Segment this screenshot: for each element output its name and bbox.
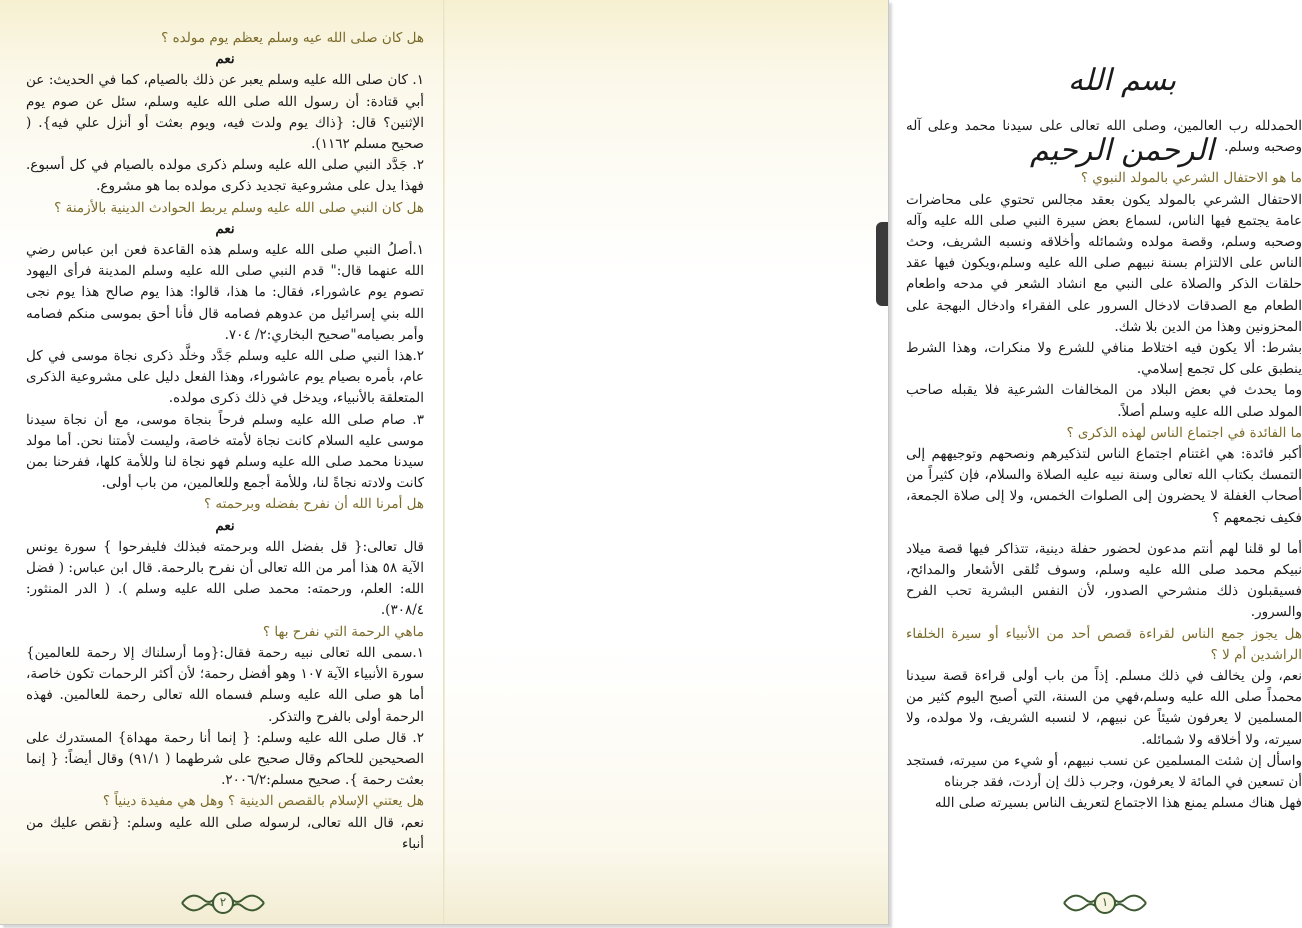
body-paragraph: بشرط: ألا يكون فيه اختلاط منافي للشرع ولا منكرات، وهذا الشرط ينطبق على كل تجمع إسلامي. [906, 340, 1302, 378]
body-paragraph: ٢. جَدَّد النبي صلى الله عليه وسلم ذكرى مولده بالصيام في كل أسبوع. فهذا يدل على مشروعية تجديد ذكرى مولده بما هو مشروع. [26, 157, 424, 195]
body-paragraph: ٢. قال صلى الله عليه وسلم: { إنما أنا رحمة مهداة} المستدرك على الصحيحين للحاكم وقال صحيح على شرطهما ( ٩١/١) وقال أيضاً: { إنما بعثت رحمة }. صحيح مسلم:٢٠٠٦/٢. [26, 729, 424, 789]
paragraph-gap [906, 529, 1302, 539]
paragraph-gap [906, 158, 1302, 168]
right-page-text [906, 116, 1302, 815]
body-paragraph: الاحتفال الشرعي بالمولد يكون بعقد مجالس تحتوي على محاضرات عامة يجتمع فيها الناس، لسماع بعض سيرة النبي صلى الله عليه وآله وصحبه وسلم، وقصة مولده وشمائله وأخلاقه ونسبه الشريف، وحث الناس على الالتزام بسنة نبيهم صلى الله عليه وسلم،ويكون فيها عقد حلقات الذكر والصلاة على النبي مع انشاد الشعر في مدحه واطعام الطعام مع الصدقات لادخال السرور على الفقراء وادخال البهجة على المحزونين وهذا من الدين بلا شك. [906, 191, 1302, 335]
question-heading: هل كان صلى الله عيه وسلم يعظم يوم مولده ؟ [161, 30, 424, 46]
question-heading: هل أمرنا الله أن نفرح بفضله وبرحمته ؟ [203, 496, 424, 513]
side-tab [876, 222, 888, 306]
body-paragraph: ٢.هذا النبي صلى الله عليه وسلم جَدَّد وخلَّد ذكرى نجاة موسى في كل عام، بأمره بصيام يوم عاشوراء، وهذا الفعل دليل على مشروعية الذكرى المتعلقة بالأنبياء، ويدخل في ذلك ذكرى مولده. [26, 348, 424, 407]
basmala-calligraphy: بسم الله الرحمن الرحيم [1030, 63, 1214, 168]
body-paragraph: قال تعالى:{ قل بفضل الله وبرحمته فبذلك فليفرحوا } سورة يونس الآية ٥٨ هذا أمر من الله تعالى أن نفرح بالرحمة. قال ابن عباس: ( فضل الله: العلم، ورحمته: محمد صلى الله عليه وسلم ). ( الدر المنثور: ٣٠٨/٤). [26, 538, 424, 619]
answer-word: نعم [215, 51, 235, 68]
body-paragraph: الحمدلله رب العالمين، وصلى الله تعالى على سيدنا محمد وعلى آله وصحبه وسلم. [906, 118, 1302, 156]
question-heading: هل يجوز جمع الناس لقراءة قصص أحد من الأنبياء أو سيرة الخلفاء الراشدين أم لا ؟ [906, 625, 1302, 663]
body-paragraph: أكبر فائدة: هي اغتنام اجتماع الناس لتذكيرهم ونصحهم وتوجيههم إلى التمسك بكتاب الله تعالى وسنة نبيه عليه الصلاة والسلام، فإن كثيراً من أصحاب الغفلة لا يحضرون إلى الصلوات الخمس، ولا إلى صلاة الجمعة، فكيف نجمعهم ؟ [906, 446, 1302, 526]
question-heading: ماهي الرحمة التي نفرح بها ؟ [262, 623, 424, 640]
left-page [0, 0, 444, 924]
body-paragraph: ١.سمى الله تعالى نبيه رحمة فقال:{وما أرسلناك إلا رحمة للعالمين} سورة الأنبياء الآية ١٠٧ وهو أفضل رحمة؛ لأن أكثر الرحمات تكون خاصة، أما هو صلى الله عليه وسلم فسماه الله تعالى رحمة للعالمين. فهذه الرحمة أولى بالفرح والتذكر. [26, 644, 425, 725]
body-paragraph: نعم، ولن يخالف في ذلك مسلم. إذاً من باب أولى قراءة قصة سيدنا محمداً صلى الله عليه وسلم،فهي من السنة، التي أصبح اليوم كثير من المسلمين لا يعرفون شيئاً عن نبيهم، لا لنسبه الشريف، ولا مولده، ولا سيرته، ولا أخلاقه ولا شمائله. [906, 668, 1302, 748]
body-paragraph: وما يحدث في بعض البلاد من المخالفات الشرعية فلا يقبله صاحب المولد صلى الله عليه وسلم أصلاً. [906, 382, 1302, 420]
page-number-ornament [178, 888, 268, 918]
answer-word: نعم [215, 517, 235, 534]
body-paragraph: ٣. صام صلى الله عليه وسلم فرحاً بنجاة موسى، مع أن نجاة سيدنا موسى عليه السلام كانت نجاة لأمته خاصة، وليست لأمتنا نحن. أما مولد سيدنا محمد صلى الله عليه وسلم فهو نجاة لنا وللأمة كلها، ففرحنا بمن كانت ولادته نجاةً لنا، وللأمة أجمع وللعالمين، من باب أولى. [26, 411, 424, 492]
question-heading: ما هو الاحتفال الشرعي بالمولد النبوي ؟ [1080, 170, 1302, 187]
body-paragraph: أما لو قلنا لهم أنتم مدعون لحضور حفلة دينية، تتذاكر فيها قصة ميلاد نبيكم محمد صلى الله عليه وسلم، وسوف تُلقى الأشعار والمدائح، فسيقبلون ذلك منشرحي الصدور، لأن النفس البشرية تحب الفرح والسرور. [906, 540, 1302, 621]
answer-word: نعم [215, 220, 235, 237]
question-heading: هل كان النبي صلى الله عليه وسلم يربط الحوادث الدينية بالأزمنة ؟ [54, 199, 424, 216]
body-paragraph: ١. كان صلى الله عليه وسلم يعبر عن ذلك بالصيام، كما في الحديث: عن أبي قتادة: أن رسول الله صلى الله عليه وسلم، سئل عن صوم يوم الإثنين؟ قال: {ذاك يوم ولدت فيه، ويوم بعثت أو أنزل علي فيه}. ( صحيح مسلم ١١٦٢). [26, 72, 424, 153]
right-page [444, 0, 1302, 924]
page-number: ١ [1101, 895, 1109, 909]
question-heading: ما الفائدة في اجتماع الناس لهذه الذكرى ؟ [1066, 424, 1302, 441]
body-paragraph: واسأل إن شئت المسلمين عن نسب نبيهم، أو شيء من سيرته، فستجد أن تسعين في المائة لا يعرفون، وجرب ذلك إن أردت، فقد جربناه [906, 752, 1302, 791]
question-heading: هل يعتني الإسلام بالقصص الدينية ؟ وهل هي مفيدة دينياً ؟ [102, 793, 424, 810]
body-paragraph: ١.أصلُ النبي صلى الله عليه وسلم هذه القاعدة فعن ابن عباس رضي الله عنهما قال:" قدم النبي صلى الله عليه وسلم المدينة فرأى اليهود تصوم يوم عاشوراء، فقال: ما هذا، قالوا: هذا يوم صالح هذا يوم نجى الله بني إسرائيل من عدوهم فصامه قال فأنا أحق بموسى منكم فصامه وأمر بصيامه"صحيح البخاري:٢/ ٧٠٤. [26, 242, 424, 343]
page-number: ٢ [219, 895, 227, 909]
left-page-text [26, 28, 424, 855]
body-paragraph: فهل هناك مسلم يمنع هذا الاجتماع لتعريف الناس بسيرته صلى الله [934, 795, 1302, 812]
page-number-ornament [1060, 888, 1150, 918]
body-paragraph: نعم، قال الله تعالى، لرسوله صلى الله عليه وسلم: {نقص عليك من أنباء [26, 814, 424, 852]
